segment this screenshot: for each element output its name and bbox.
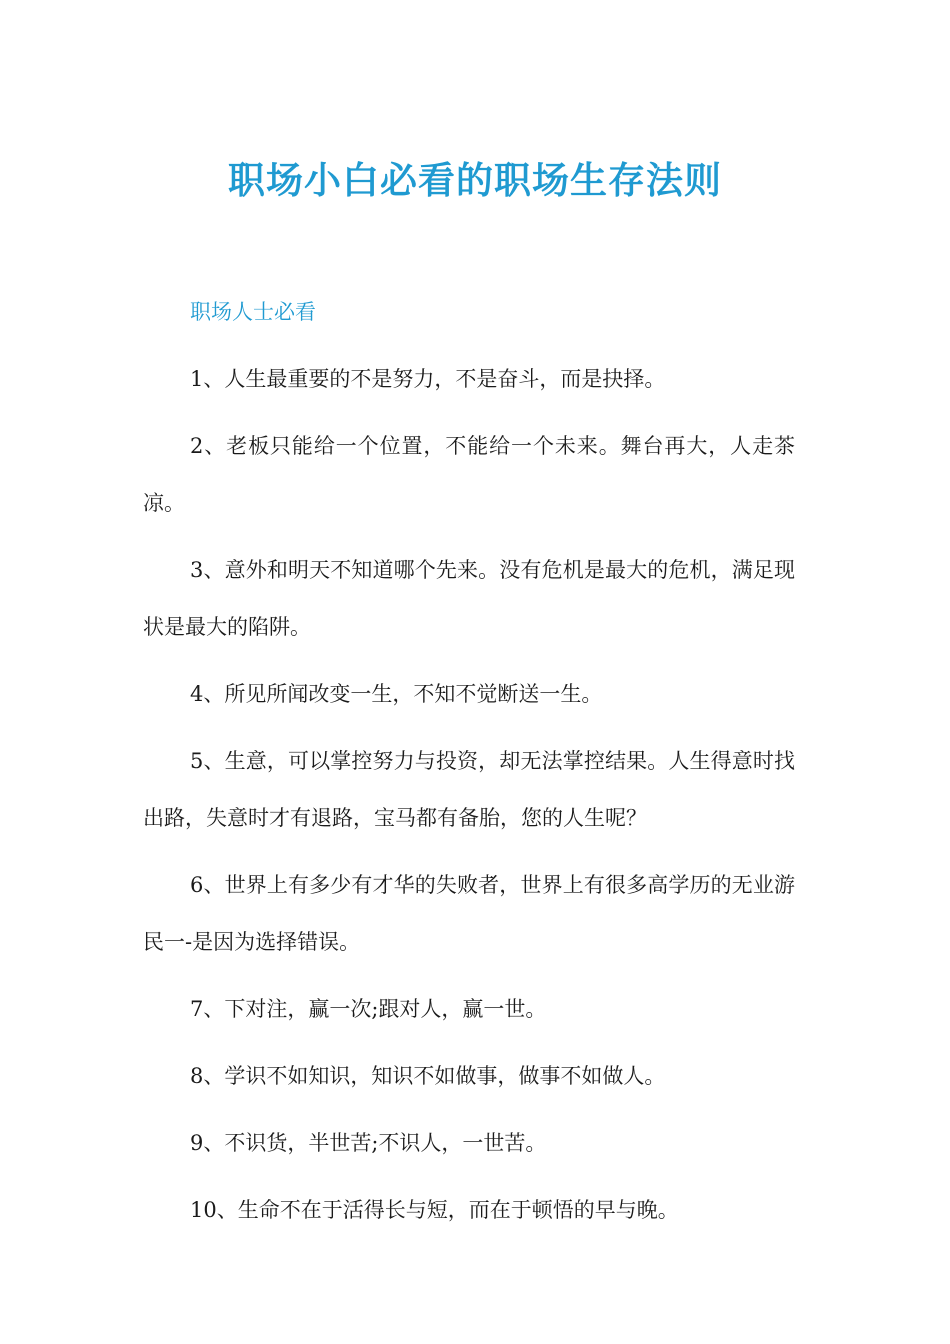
section-subheading: 职场人士必看 bbox=[190, 300, 316, 324]
paragraph-1: 1、人生最重要的不是努力，不是奋斗，而是抉择。 bbox=[190, 367, 666, 391]
paragraph-2: 2、老板只能给一个位置，不能给一个未来。舞台再大，人走茶凉。 bbox=[143, 434, 795, 515]
paragraph-6: 6、世界上有多少有才华的失败者，世界上有很多高学历的无业游民一-是因为选择错误。 bbox=[143, 873, 795, 954]
paragraph-7: 7、下对注，赢一次;跟对人，赢一世。 bbox=[190, 997, 547, 1021]
paragraph-5: 5、生意，可以掌控努力与投资，却无法掌控结果。人生得意时找出路，失意时才有退路，宝马都有备胎，您的人生呢？ bbox=[143, 749, 795, 830]
paragraph-8: 8、学识不如知识，知识不如做事，做事不如做人。 bbox=[190, 1064, 666, 1088]
page-title: 职场小白必看的职场生存法则 bbox=[228, 159, 722, 202]
paragraph-10: 10、生命不在于活得长与短，而在于顿悟的早与晚。 bbox=[190, 1198, 679, 1222]
paragraph-4: 4、所见所闻改变一生，不知不觉断送一生。 bbox=[190, 682, 603, 706]
paragraph-9: 9、不识货，半世苦;不识人，一世苦。 bbox=[190, 1131, 547, 1155]
body-text bbox=[143, 351, 795, 1249]
paragraph-3: 3、意外和明天不知道哪个先来。没有危机是最大的危机，满足现状是最大的陷阱。 bbox=[143, 558, 795, 639]
